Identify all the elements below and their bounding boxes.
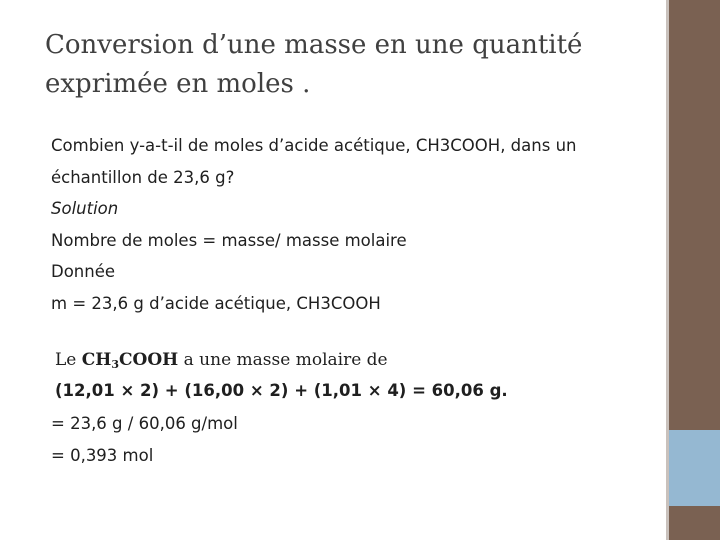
solution-label: Solution <box>51 199 119 218</box>
question-text: Combien y-a-t-il de moles d’acide acétique, CH3COOH, dans un échantillon de 23,6 g? <box>51 136 577 187</box>
molar-mass-calculation: (12,01 × 2) + (16,00 × 2) + (1,01 × 4) = 60,06 g. <box>55 381 508 400</box>
molar-mass-intro <box>55 349 388 376</box>
compound-after-sub: COOH <box>119 350 179 370</box>
compound-formula <box>82 350 178 370</box>
compound-before-sub: CH <box>81 350 112 370</box>
molar-intro-prefix: Le <box>55 350 77 370</box>
compound-subscript: 3 <box>111 358 120 371</box>
molar-mass-image <box>52 343 508 407</box>
result-answer: = 0,393 mol <box>51 446 154 465</box>
slide-body <box>51 130 631 319</box>
formula-line: Nombre de moles = masse/ masse molaire <box>51 230 407 250</box>
given-value: m = 23,6 g d’acide acétique, CH3COOH <box>51 293 381 313</box>
side-accent-block <box>669 430 720 506</box>
molar-intro-suffix: a une masse molaire de <box>183 350 388 370</box>
result-lines <box>51 408 238 472</box>
given-label: Donnée <box>51 262 116 281</box>
slide-title: Conversion d’une masse en une quantité exprimée en moles . <box>45 30 583 99</box>
result-computation: = 23,6 g / 60,06 g/mol <box>51 414 238 433</box>
